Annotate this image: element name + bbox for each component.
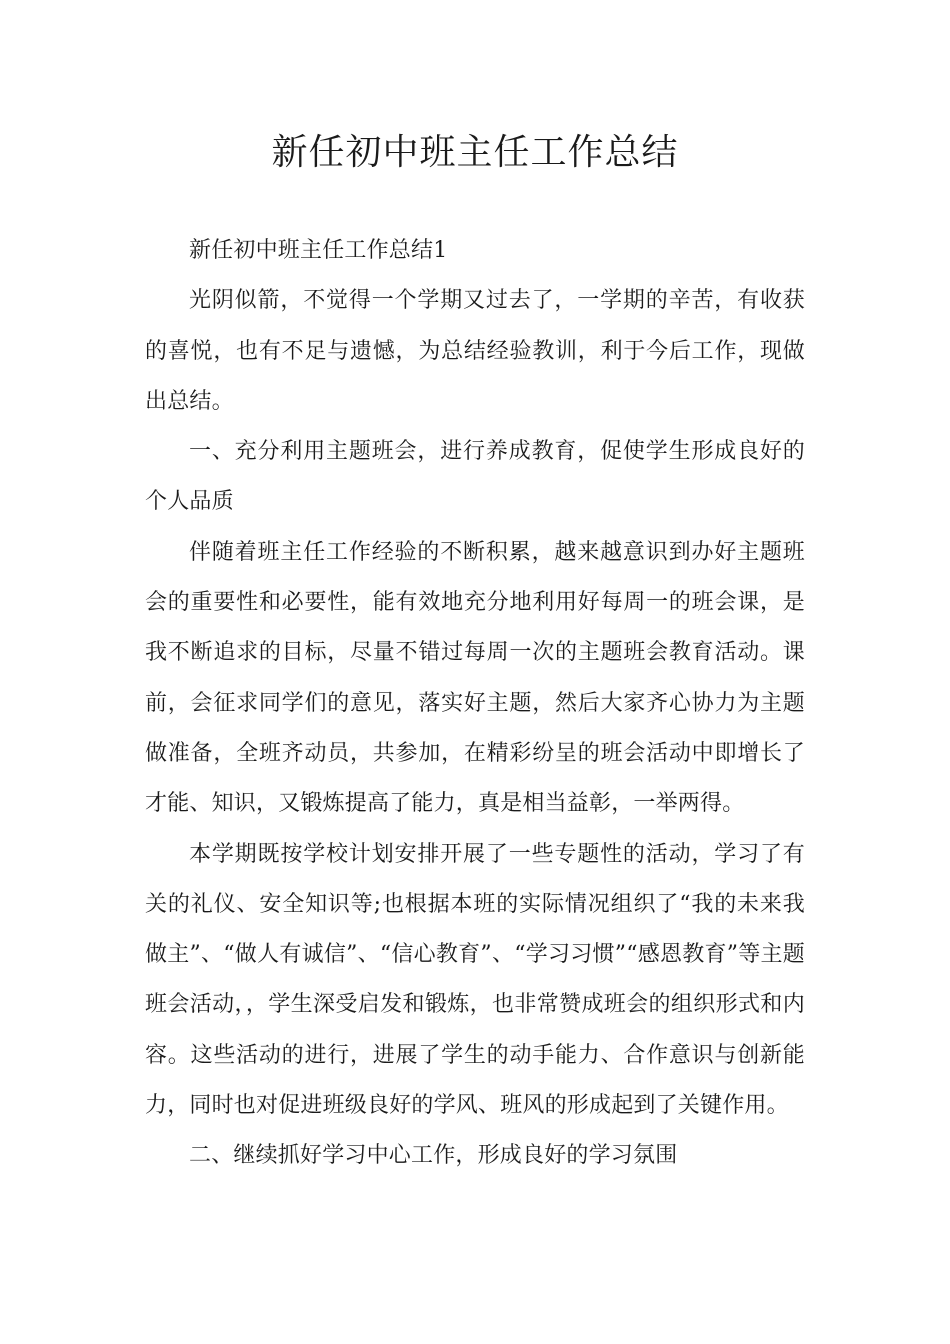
paragraph-class-meeting: 伴随着班主任工作经验的不断积累，越来越意识到办好主题班会的重要性和必要性，能有效地充分地利用好每周一的班会课，是我不断追求的目标，尽量不错过每周一次的主题班会教育活动。课前，会征求同学们的意见，落实好主题，然后大家齐心协力为主题做准备，全班齐动员，共参加，在精彩纷呈的班会活动中即增长了才能、知识，又锻炼提高了能力，真是相当益彰，一举两得。 <box>145 539 805 817</box>
paragraph-activities: 本学期既按学校计划安排开展了一些专题性的活动，学习了有关的礼仪、安全知识等;也根据本班的实际情况组织了“我的未来我做主”、“做人有诚信”、“信心教育”、“学习习惯”“感恩教育”等主题班会活动，，学生深受启发和锻炼，也非常赞成班会的组织形式和内容。这些活动的进行，进展了学生的动手能力、合作意识与创新能力，同时也对促进班级良好的学风、班风的形成起到了关键作用。 <box>145 841 805 1119</box>
paragraph-heading-2: 二、继续抓好学习中心工作，形成良好的学习氛围 <box>189 1143 678 1169</box>
document-title: 新任初中班主任工作总结 <box>271 132 679 173</box>
paragraph-subtitle: 新任初中班主任工作总结1 <box>189 238 448 263</box>
document-body <box>145 226 805 1182</box>
paragraph-intro: 光阴似箭，不觉得一个学期又过去了，一学期的辛苦，有收获的喜悦，也有不足与遗憾，为总结经验教训，利于今后工作，现做出总结。 <box>145 288 805 414</box>
paragraph-heading-1: 一、充分利用主题班会，进行养成教育，促使学生形成良好的个人品质 <box>145 439 805 515</box>
